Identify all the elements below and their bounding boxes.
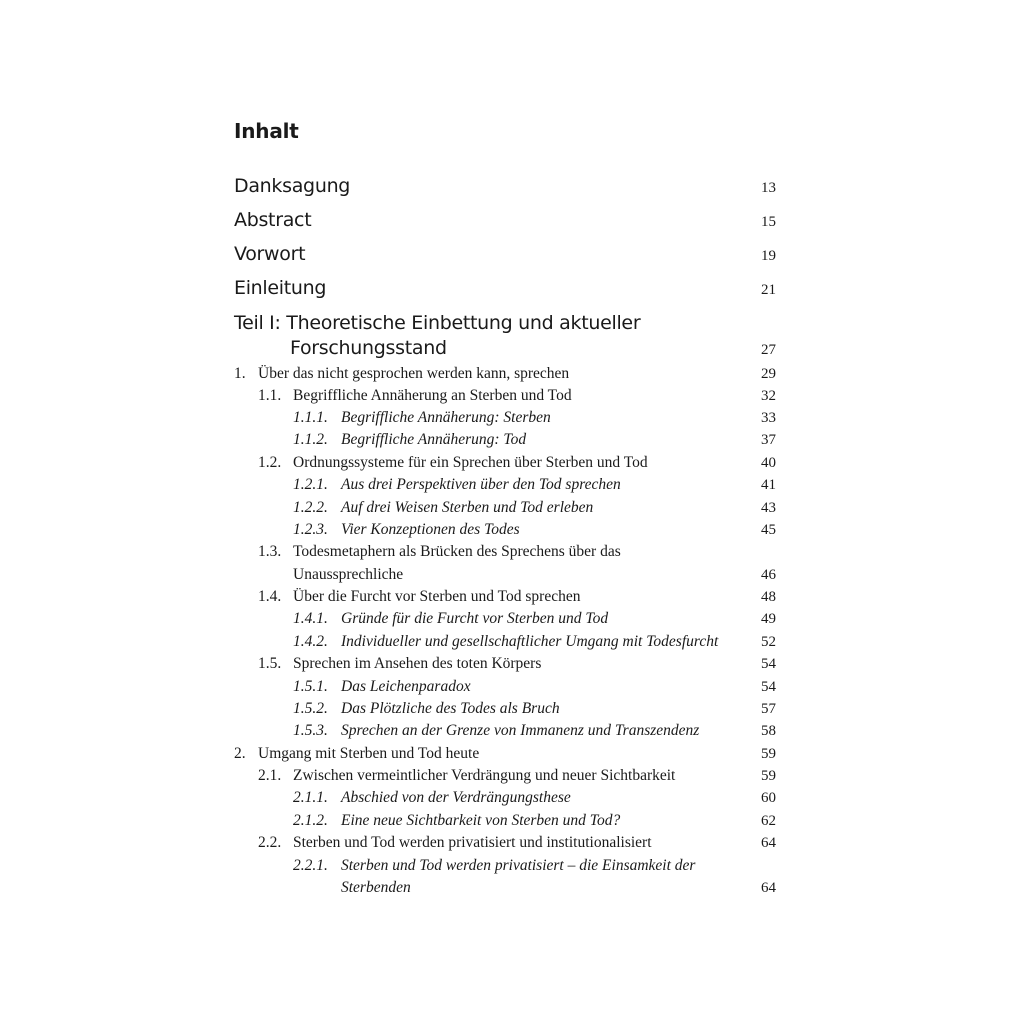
toc-entry bbox=[0, 474, 776, 496]
toc-entry bbox=[0, 608, 776, 630]
entry-number: 2. bbox=[234, 745, 246, 762]
entry-page: 54 bbox=[761, 679, 776, 695]
toc-entry-continuation bbox=[0, 877, 776, 899]
entry-page: 54 bbox=[761, 656, 776, 672]
toc-entry bbox=[0, 855, 776, 877]
entry-number: 2.1.1. bbox=[293, 789, 328, 806]
entry-title: Vier Konzeptionen des Todes bbox=[341, 521, 520, 538]
entry-number: 1.2.1. bbox=[293, 476, 328, 493]
entry-title: Auf drei Weisen Sterben und Tod erleben bbox=[341, 499, 594, 516]
toc-entry bbox=[0, 385, 776, 407]
entry-title: Sterben und Tod werden privatisiert – die Einsamkeit der bbox=[341, 857, 696, 874]
entry-title: Über die Furcht vor Sterben und Tod sprechen bbox=[293, 588, 581, 605]
entry-number: 1.2.3. bbox=[293, 521, 328, 538]
entry-number: 1.5.1. bbox=[293, 678, 328, 695]
toc-heading: Inhalt bbox=[234, 119, 299, 143]
toc-entry bbox=[0, 452, 776, 474]
entry-title: Zwischen vermeintlicher Verdrängung und neuer Sichtbarkeit bbox=[293, 767, 676, 784]
entry-page: 15 bbox=[761, 214, 776, 230]
entry-page: 45 bbox=[761, 522, 776, 538]
entry-page: 40 bbox=[761, 455, 776, 471]
entry-number: 1.4. bbox=[258, 588, 282, 605]
entry-title: Sprechen im Ansehen des toten Körpers bbox=[293, 655, 542, 672]
entry-title: Begriffliche Annäherung: Tod bbox=[341, 431, 527, 448]
entry-title: Das Leichenparadox bbox=[341, 678, 471, 695]
toc-entry bbox=[0, 541, 776, 563]
entry-title: Gründe für die Furcht vor Sterben und Tod bbox=[341, 610, 609, 627]
entry-title: Vorwort bbox=[234, 243, 306, 265]
entry-number: 1.1. bbox=[258, 387, 282, 404]
entry-number: 2.1. bbox=[258, 767, 282, 784]
toc-entry bbox=[0, 832, 776, 854]
entry-title: Sterben und Tod werden privatisiert und institutionalisiert bbox=[293, 834, 652, 851]
entry-title: Ordnungssysteme für ein Sprechen über Sterben und Tod bbox=[293, 454, 648, 471]
entry-title: Individueller und gesellschaftlicher Umgang mit Todesfurcht bbox=[341, 633, 719, 650]
toc-entry bbox=[0, 676, 776, 698]
entry-title: Todesmetaphern als Brücken des Sprechens über das bbox=[293, 543, 621, 560]
entry-number: 2.2. bbox=[258, 834, 282, 851]
toc-entry bbox=[0, 429, 776, 451]
toc-entry bbox=[0, 519, 776, 541]
entry-title: Umgang mit Sterben und Tod heute bbox=[258, 745, 480, 762]
entry-number: 1.2.2. bbox=[293, 499, 328, 516]
toc-major-entry bbox=[234, 274, 776, 302]
entry-title: Sprechen an der Grenze von Immanenz und Transzendenz bbox=[341, 722, 700, 739]
toc-entry bbox=[0, 743, 776, 765]
entry-title: Begriffliche Annäherung: Sterben bbox=[341, 409, 551, 426]
toc-major-entry bbox=[234, 240, 776, 268]
entry-number: 1.5.2. bbox=[293, 700, 328, 717]
toc-entry-continuation bbox=[0, 564, 776, 586]
toc-entry bbox=[0, 407, 776, 429]
toc-entry bbox=[0, 810, 776, 832]
entry-number: 1.3. bbox=[258, 543, 282, 560]
toc-part-heading bbox=[234, 310, 776, 364]
entry-page: 21 bbox=[761, 282, 776, 298]
toc-entry bbox=[0, 698, 776, 720]
entry-title: Unaussprechliche bbox=[293, 566, 404, 583]
toc-entry bbox=[0, 363, 776, 385]
entry-page: 48 bbox=[761, 589, 776, 605]
entry-page: 64 bbox=[761, 835, 776, 851]
entry-page: 49 bbox=[761, 611, 776, 627]
entry-title: Das Plötzliche des Todes als Bruch bbox=[341, 700, 560, 717]
entry-number: 1. bbox=[234, 365, 246, 382]
entry-page: 32 bbox=[761, 388, 776, 404]
entry-page: 60 bbox=[761, 790, 776, 806]
entry-number: 2.1.2. bbox=[293, 812, 328, 829]
entry-page: 59 bbox=[761, 746, 776, 762]
entry-title: Abschied von der Verdrängungsthese bbox=[341, 789, 571, 806]
toc-entry bbox=[0, 653, 776, 675]
entry-number: 1.1.1. bbox=[293, 409, 328, 426]
entry-page: 62 bbox=[761, 813, 776, 829]
entry-page: 58 bbox=[761, 723, 776, 739]
entry-page: 37 bbox=[761, 432, 776, 448]
entry-page: 29 bbox=[761, 366, 776, 382]
entry-title: Danksagung bbox=[234, 175, 351, 197]
entry-page: 64 bbox=[761, 880, 776, 896]
toc-entry bbox=[0, 631, 776, 653]
entry-title: Abstract bbox=[234, 209, 312, 231]
toc-entry bbox=[0, 586, 776, 608]
entry-title: Einleitung bbox=[234, 277, 327, 299]
part-title-line-2: Forschungsstand bbox=[290, 337, 447, 359]
entry-number: 1.1.2. bbox=[293, 431, 328, 448]
entry-page: 33 bbox=[761, 410, 776, 426]
entry-page: 52 bbox=[761, 634, 776, 650]
entry-title: Aus drei Perspektiven über den Tod sprechen bbox=[341, 476, 621, 493]
entry-number: 1.4.2. bbox=[293, 633, 328, 650]
entry-title: Eine neue Sichtbarkeit von Sterben und Tod? bbox=[341, 812, 621, 829]
entry-page: 57 bbox=[761, 701, 776, 717]
toc-entry bbox=[0, 787, 776, 809]
entry-title: Begriffliche Annäherung an Sterben und Tod bbox=[293, 387, 572, 404]
toc-entry bbox=[0, 765, 776, 787]
toc-major-entry bbox=[234, 172, 776, 200]
toc-entry bbox=[0, 497, 776, 519]
entry-title: Über das nicht gesprochen werden kann, sprechen bbox=[258, 365, 570, 382]
toc-entry bbox=[0, 720, 776, 742]
entry-page: 19 bbox=[761, 248, 776, 264]
entry-page: 27 bbox=[761, 342, 776, 358]
entry-page: 43 bbox=[761, 500, 776, 516]
entry-number: 1.2. bbox=[258, 454, 282, 471]
entry-number: 1.5. bbox=[258, 655, 282, 672]
entry-page: 46 bbox=[761, 567, 776, 583]
part-title-line-1: Teil I: Theoretische Einbettung und aktueller bbox=[234, 312, 641, 334]
entry-page: 59 bbox=[761, 768, 776, 784]
entry-number: 2.2.1. bbox=[293, 857, 328, 874]
entry-page: 41 bbox=[761, 477, 776, 493]
entry-page: 13 bbox=[761, 180, 776, 196]
entry-number: 1.4.1. bbox=[293, 610, 328, 627]
toc-major-entry bbox=[234, 206, 776, 234]
entry-number: 1.5.3. bbox=[293, 722, 328, 739]
entry-title: Sterbenden bbox=[341, 879, 411, 896]
